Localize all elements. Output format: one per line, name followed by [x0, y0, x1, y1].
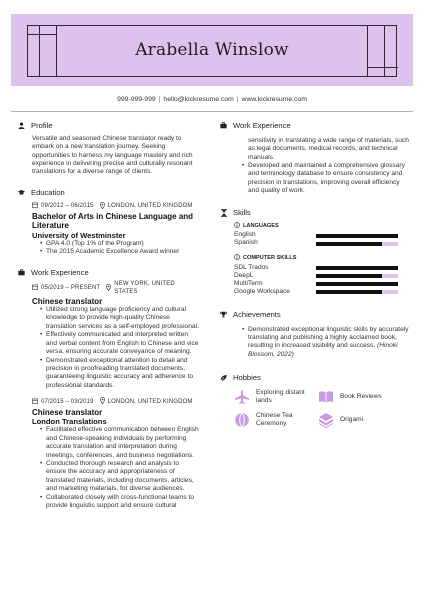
list-item: • The 2015 Academic Excellence Award winner: [46, 248, 200, 256]
skill-bar-fill: [316, 242, 382, 246]
hobby-item: Origami: [318, 412, 402, 429]
airplane-icon: [234, 389, 250, 405]
location-pin-icon: [100, 202, 105, 213]
left-column: [18, 121, 200, 511]
briefcase-icon: [18, 269, 25, 276]
info-icon: [234, 222, 240, 231]
education-heading: Education: [18, 188, 200, 198]
work-continuation: sensitivity in translating a wide range of materials, such as legal documents, medical records, and technical manuals.: [248, 136, 409, 161]
school-name: University of Westminster: [32, 230, 126, 240]
list-item: • Collaborated closely with cross-functional teams to provide linguistic support and ensure cultural: [46, 494, 200, 511]
hobby-item: Exploring distant lands: [234, 389, 318, 406]
skill-bar: [316, 274, 398, 278]
skill-category: COMPUTER SKILLS: [234, 254, 410, 263]
job-title: Chinese translator: [32, 296, 103, 306]
hobbies-grid: [234, 389, 410, 429]
trophy-icon: [220, 311, 227, 318]
job-title: Chinese translator: [32, 407, 103, 417]
tea-icon: [234, 412, 250, 428]
education-meta: 09/2012 – 06/2015 LONDON, UNITED KINGDOM: [32, 202, 200, 213]
location-pin-icon: [106, 284, 111, 295]
skill-bar: [316, 290, 398, 294]
calendar-icon: [32, 284, 38, 294]
location-pin-icon: [100, 397, 105, 408]
header-banner: [11, 14, 413, 86]
profile-text: Versatile and seasoned Chinese translator ready to embark on a new translation journey. Seeking opportunities to harness my language mastery and rich experience in delivering precise and culturally resonant translations for a diverse range of clients.: [32, 134, 193, 176]
skill-bar: [316, 242, 398, 246]
skills-heading: Skills: [220, 208, 410, 218]
briefcase-icon: [220, 122, 227, 129]
skill-bar-fill: [316, 266, 398, 270]
work-heading-continued: Work Experience: [220, 121, 410, 131]
list-item: • Facilitated effective communication between English and Chinese-speaking individuals by performing accurate translation and interpretation during meetings, conferences, and business negotiations.: [46, 426, 200, 460]
list-item: • Conducted thorough research and analysis to ensure the accuracy and appropriateness of translated materials, including documents, articles, and marketing materials, for diverse audiences.: [46, 460, 200, 494]
list-item: • GPA 4.0 (Top 1% of the Program): [46, 240, 200, 248]
info-icon: [234, 254, 240, 263]
list-item: • Developed and maintained a comprehensive glossary and terminology database to ensure consistency and precision in translations, improving overall efficiency and quality of work.: [248, 162, 410, 196]
list-item: • Demonstrated exceptional linguistic skills by accurately translating and publishing a highly acclaimed book, resulting in increased visibility and success. (Hinoki Blossom, 2022): [248, 326, 410, 360]
website[interactable]: www.kickresume.com: [241, 96, 307, 103]
achievements-list: [242, 326, 410, 360]
skill-bar-fill: [316, 290, 382, 294]
right-column: [220, 121, 410, 429]
calendar-icon: [32, 398, 38, 408]
divider: [11, 111, 413, 112]
skill-bar-fill: [316, 282, 398, 286]
skill-row: MultiTerm: [234, 280, 410, 288]
education-bullets: [40, 240, 200, 257]
email[interactable]: hello@kickresume.com: [163, 96, 234, 103]
skill-bar: [316, 266, 398, 270]
calendar-icon: [32, 202, 38, 212]
phone[interactable]: 999-999-999: [117, 96, 156, 103]
hobbies-heading: Hobbies: [220, 373, 410, 383]
skill-row: Google Workspace: [234, 288, 410, 296]
achievement-note: (Hinoki Blossom, 2022): [248, 342, 398, 358]
job-bullets: [40, 426, 200, 510]
list-item: • Utilized strong language proficiency and cultural knowledge to provide high-quality Chinese translation services as a self-employed professional.: [46, 306, 200, 331]
skill-bar: [316, 282, 398, 286]
skill-bar-fill: [316, 274, 382, 278]
skill-row: DeepL: [234, 272, 410, 280]
job-bullets: [40, 306, 200, 390]
skill-row: SDL Trados: [234, 264, 410, 272]
profile-heading: Profile: [18, 121, 200, 131]
contact-line: 999-999-999 | hello@kickresume.com | www.kickresume.com: [117, 96, 307, 103]
job-meta: 07/2015 – 03/2019 LONDON, UNITED KINGDOM: [32, 397, 200, 408]
work-heading: Work Experience: [18, 268, 200, 278]
person-icon: [18, 122, 25, 129]
book-icon: [318, 389, 334, 405]
skill-row: English: [234, 232, 410, 240]
list-item: • Effectively communicated and interpreted written and verbal content from English to Chinese and vice versa, ensuring accurate conveyance of meaning.: [46, 331, 200, 356]
hourglass-icon: [220, 209, 227, 216]
skill-bar: [316, 234, 398, 238]
job-meta: 05/2019 – PRESENT NEW YORK, UNITED STATES: [32, 281, 200, 296]
skill-row: Spanish: [234, 240, 410, 248]
hobby-item: Book Reviews: [318, 389, 402, 406]
hobby-item: Chinese Tea Ceremony: [234, 412, 318, 429]
origami-icon: [318, 412, 334, 428]
candidate-name: Arabella Winslow: [135, 40, 289, 60]
achievements-heading: Achievements: [220, 310, 410, 320]
work-continued-bullets: [242, 162, 410, 196]
skill-bar-fill: [316, 234, 398, 238]
list-item: • Demonstrated exceptional attention to detail and precision in proofreading translated documents, guaranteeing linguistic accuracy and adherence to professional standards.: [46, 357, 200, 391]
skill-category: LANGUAGES: [234, 222, 410, 231]
degree-title: Bachelor of Arts in Chinese Language and Literature: [32, 212, 194, 231]
leaf-icon: [220, 375, 227, 382]
company-name: London Translations: [32, 417, 107, 427]
graduation-cap-icon: [18, 189, 25, 196]
